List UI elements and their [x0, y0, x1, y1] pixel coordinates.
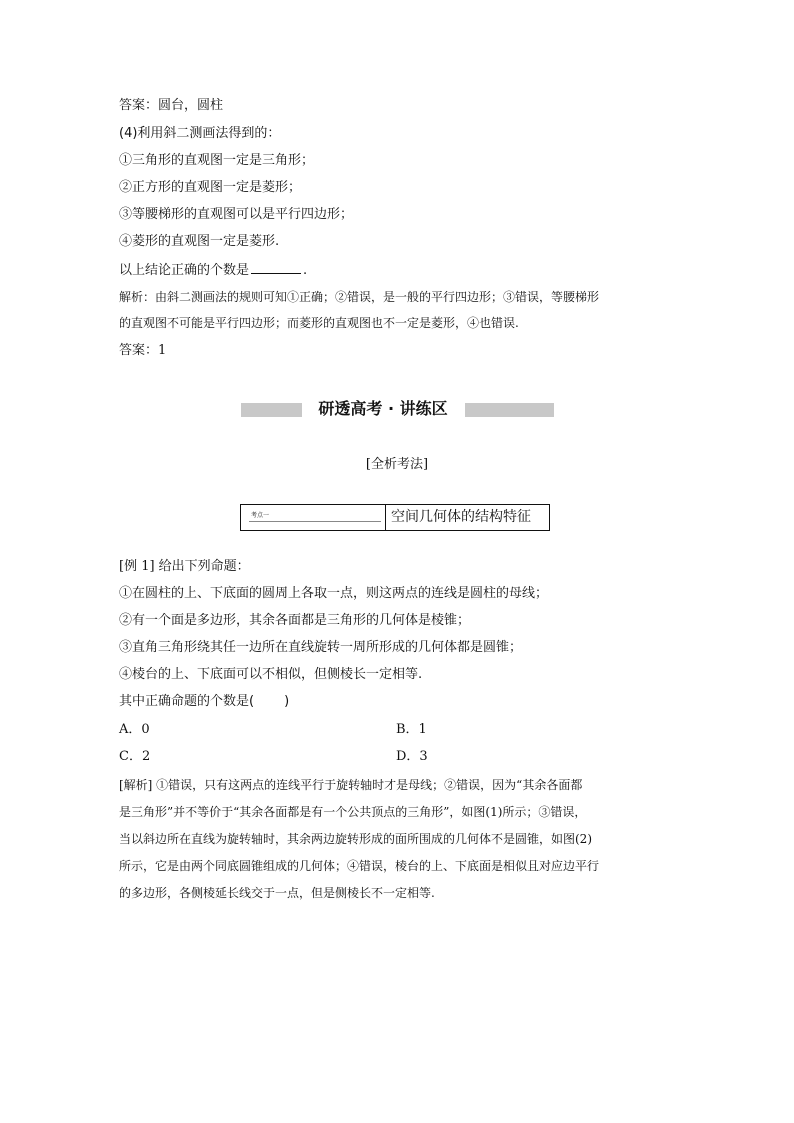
- proposition-3: ③直角三角形绕其任一边所在直线旋转一周所形成的几何体都是圆锥；: [119, 640, 523, 655]
- statement-2: ②正方形的直观图一定是菱形；: [119, 180, 302, 195]
- statement-1: ①三角形的直观图一定是三角形；: [119, 153, 315, 168]
- kaodian-label: 考点一: [251, 512, 270, 519]
- section-bar-right: [465, 403, 554, 417]
- section-subtitle: [全析考法]: [365, 457, 429, 472]
- conclusion-prefix: 以上结论正确的个数是: [119, 263, 250, 278]
- proposition-2: ②有一个面是多边形，其余各面都是三角形的几何体是棱锥；: [119, 613, 471, 628]
- question-prefix: 其中正确命题的个数是(: [119, 694, 255, 709]
- example-question: [119, 694, 289, 710]
- answer-line-2: 答案：1: [119, 343, 167, 358]
- conclusion-suffix: .: [303, 263, 308, 278]
- explanation-line-1: [解析] ①错误，只有这两点的连线平行于旋转轴时才是母线；②错误，因为“其余各面都: [119, 778, 583, 792]
- explanation-line-2: 是三角形”并不等价于“其余各面都是有一个公共顶点的三角形”，如图(1)所示；③错误，: [119, 805, 587, 819]
- statement-4: ④菱形的直观图一定是菱形.: [119, 234, 280, 249]
- kaodian-box: [240, 504, 550, 531]
- analysis-line-1: 解析：由斜二测画法的规则可知①正确；②错误，是一般的平行四边形；③错误，等腰梯形: [119, 290, 600, 304]
- question-4: (4)利用斜二测画法得到的：: [119, 126, 281, 141]
- option-b: B．1: [396, 722, 427, 737]
- proposition-1: ①在圆柱的上、下底面的圆周上各取一点，则这两点的连线是圆柱的母线；: [119, 586, 549, 601]
- option-c: C．2: [119, 749, 151, 764]
- explanation-line-3: 当以斜边所在直线为旋转轴时，其余两边旋转形成的面所围成的几何体不是圆锥，如图(2): [119, 832, 593, 846]
- kaodian-title: 空间几何体的结构特征: [391, 509, 531, 525]
- analysis-line-2: 的直观图不可能是平行四边形；而菱形的直观图也不一定是菱形，④也错误.: [119, 316, 519, 330]
- answer-line: 答案：圆台，圆柱: [119, 98, 224, 113]
- explanation-line-4: 所示，它是由两个同底圆锥组成的几何体；④错误，棱台的上、下底面是相似且对应边平行: [119, 859, 600, 873]
- option-d: D．3: [396, 749, 428, 764]
- proposition-4: ④棱台的上、下底面可以不相似，但侧棱长一定相等.: [119, 667, 423, 682]
- statement-3: ③等腰梯形的直观图可以是平行四边形；: [119, 207, 354, 222]
- example-heading: [例 1] 给出下列命题：: [119, 559, 250, 574]
- section-bar-left: [241, 403, 302, 417]
- conclusion-question: [119, 261, 307, 279]
- answer-blank: [251, 261, 301, 274]
- section-title: 研透高考 · 讲练区: [318, 399, 448, 418]
- kaodian-divider: [249, 521, 381, 522]
- kaodian-left-cell: [241, 505, 386, 530]
- question-suffix: ): [284, 694, 290, 709]
- explanation-line-5: 的多边形，各侧棱延长线交于一点，但是侧棱长不一定相等.: [119, 886, 435, 900]
- option-a: A．0: [119, 722, 150, 737]
